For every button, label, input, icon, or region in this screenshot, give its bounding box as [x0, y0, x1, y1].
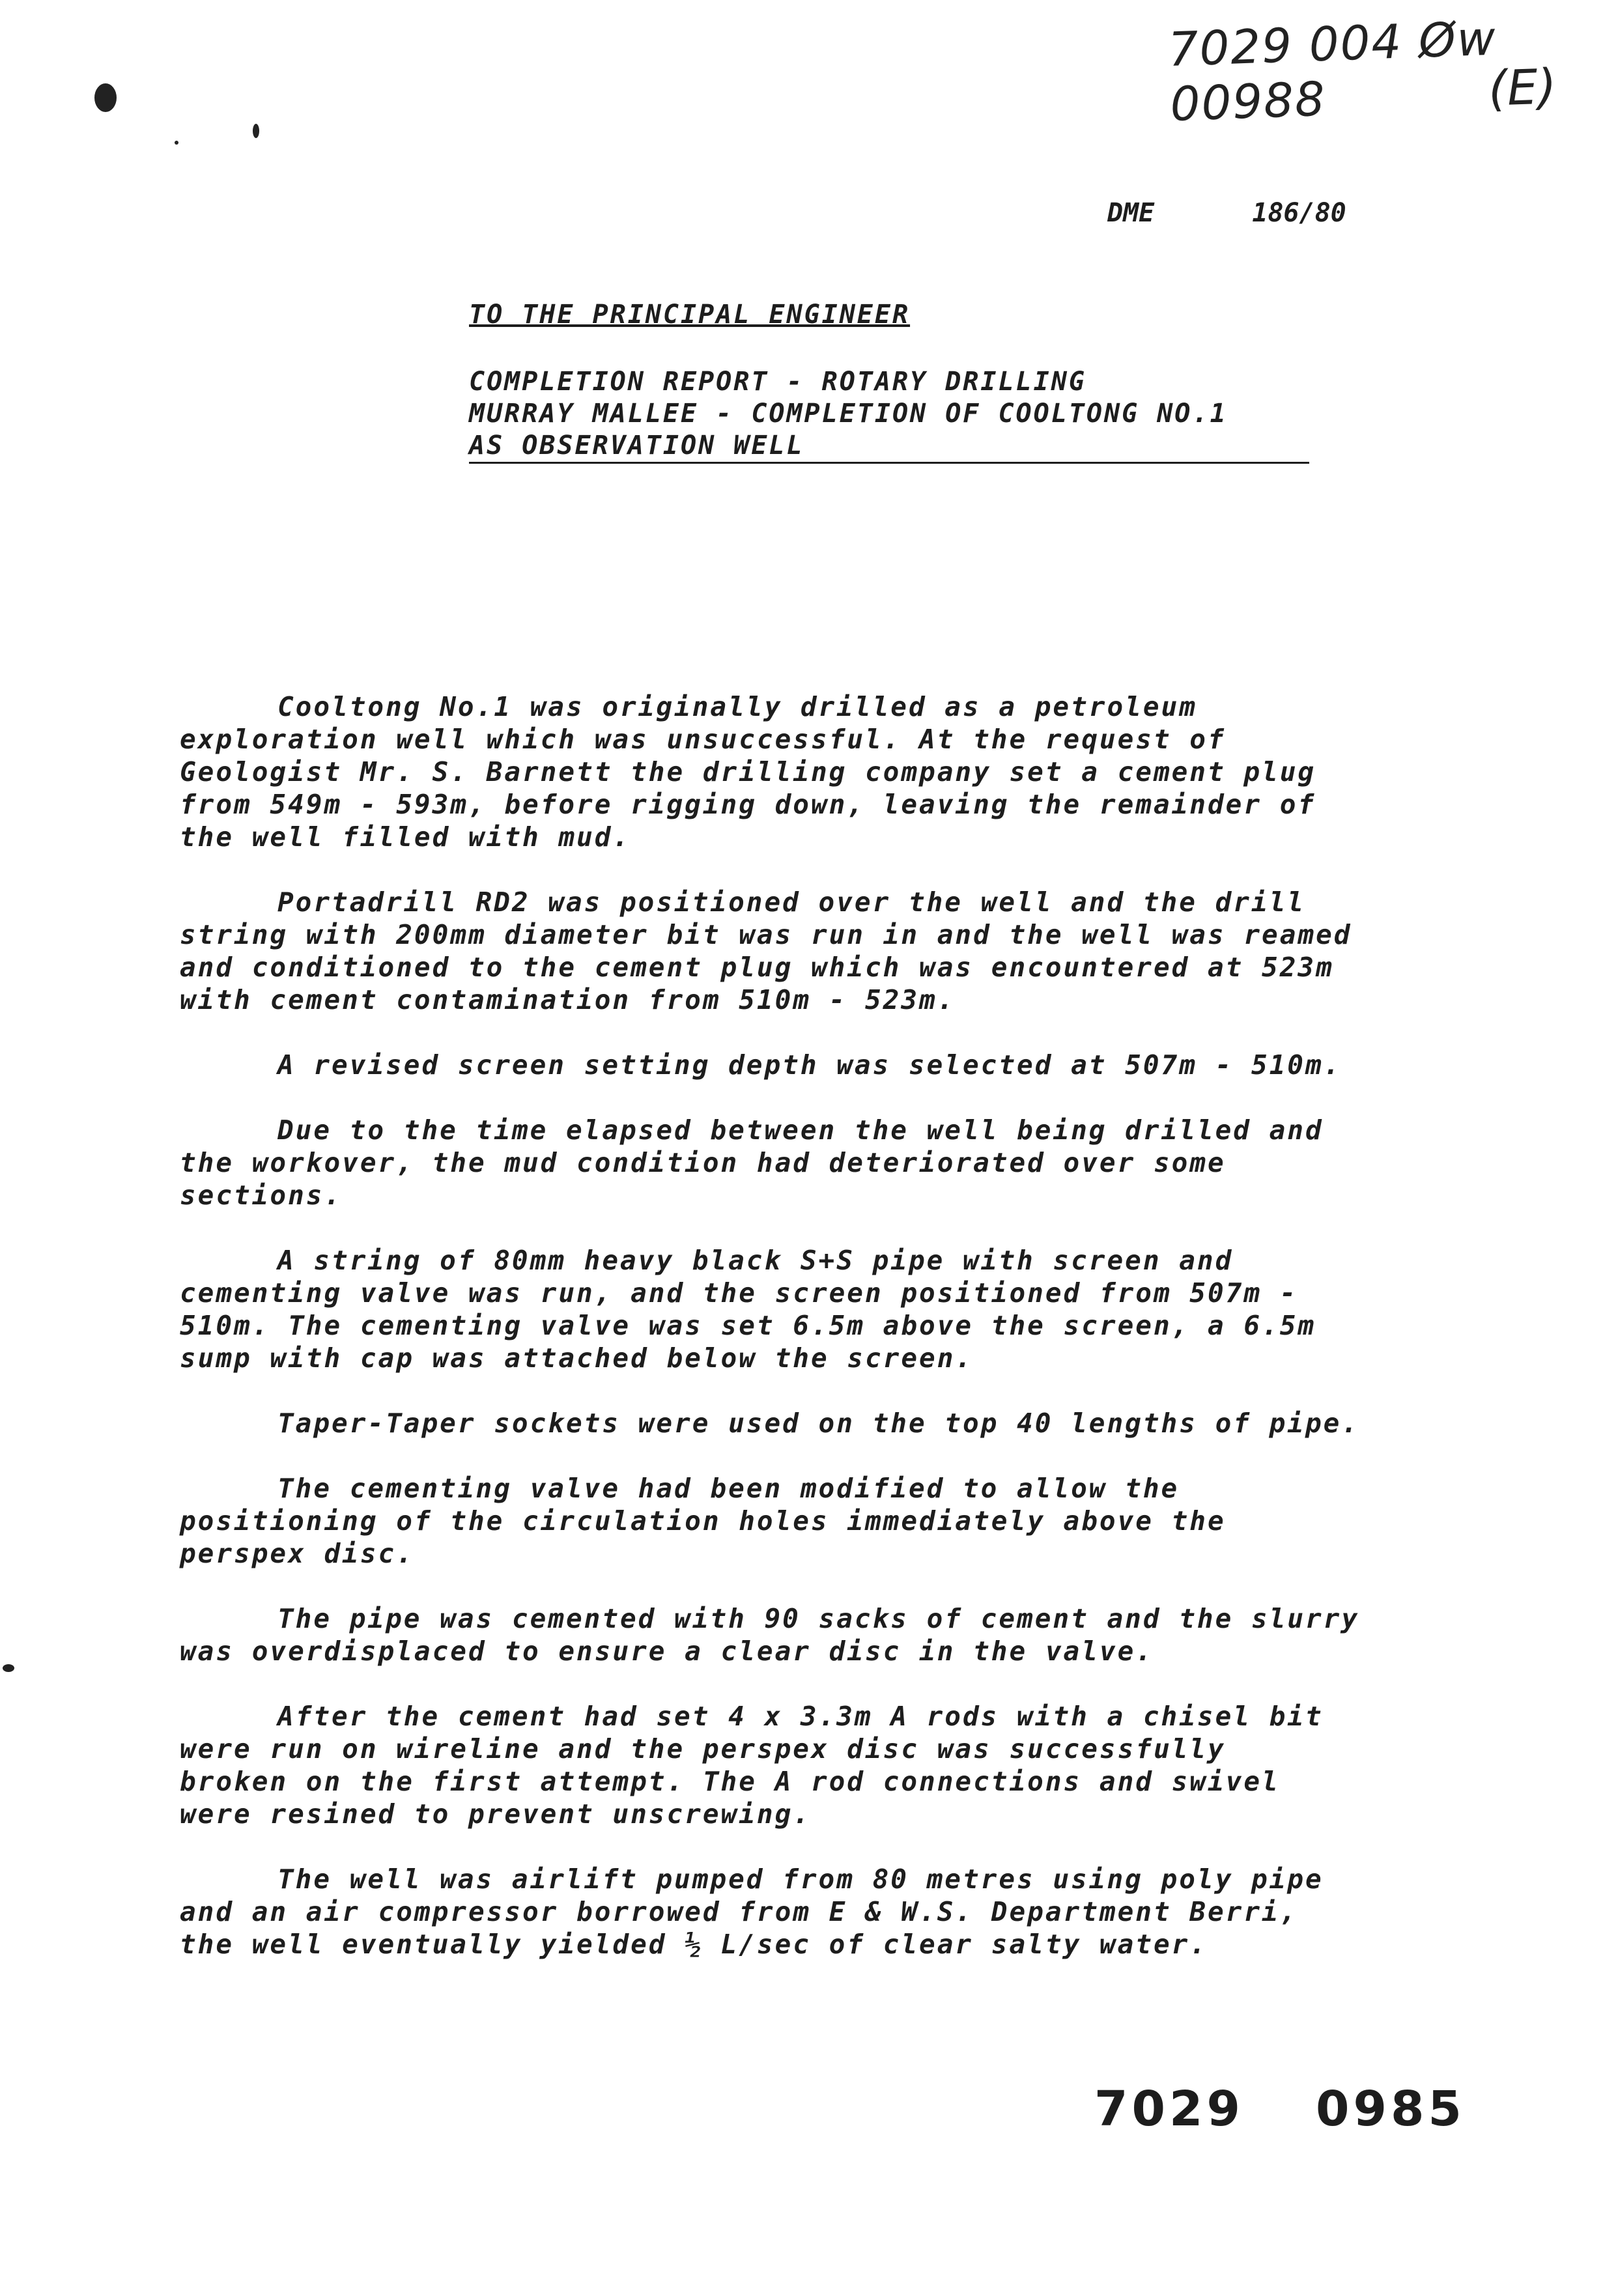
document-number	[1094, 2081, 1466, 2137]
paragraph: A string of 80mm heavy black S+S pipe with screen and cementing valve was run, and the screen positioned from 507m - 510m. The cementing valve was set 6.5m above the screen, a 6.5m sump with cap was attached below the screen.	[180, 1245, 1316, 1374]
handwritten-code: (E)	[1487, 59, 1557, 117]
report-title-line: COMPLETION REPORT - ROTARY DRILLING	[469, 367, 1086, 397]
reference-number: 186/80	[1252, 198, 1346, 228]
document-number-part: 0985	[1315, 2081, 1466, 2137]
report-title-line: AS OBSERVATION WELL	[469, 431, 804, 461]
handwritten-reference: 7029 004 Øw 00988	[1167, 10, 1497, 132]
paragraph: A revised screen setting depth was selected at 507m - 510m.	[277, 1049, 1342, 1081]
addressee: TO THE PRINCIPAL ENGINEER	[469, 300, 911, 330]
paragraph: Portadrill RD2 was positioned over the well and the drill string with 200mm diameter bit was run in and the well was reamed and conditioned to the cement plug which was encountered at 523m with cement contamination from 510m - 523m.	[180, 886, 1352, 1015]
scan-speck	[253, 124, 259, 138]
report-title-line: MURRAY MALLEE - COMPLETION OF COOLTONG NO.1	[469, 399, 1228, 429]
report-body	[180, 690, 1483, 1993]
scan-speck	[3, 1664, 14, 1672]
paragraph: The cementing valve had been modified to allow the positioning of the circulation holes immediately above the perspex disc.	[180, 1473, 1226, 1569]
title-underline	[469, 462, 1309, 464]
paragraph: The well was airlift pumped from 80 metres using poly pipe and an air compressor borrowed from E & W.S. Department Berri, the well eventually yielded ½ L/sec of clear salty water.	[180, 1864, 1324, 1960]
scan-speck	[175, 141, 178, 145]
document-number-part: 7029	[1094, 2081, 1244, 2137]
paragraph: Taper-Taper sockets were used on the top 40 lengths of pipe.	[277, 1408, 1360, 1439]
paragraph: Cooltong No.1 was originally drilled as a petroleum exploration well which was unsuccessful. At the request of Geologist Mr. S. Barnett the drilling company set a cement plug from 549m - 593m, before rigging down, leaving the remainder of the well filled with mud.	[180, 691, 1316, 853]
paragraph: Due to the time elapsed between the well being drilled and the workover, the mud condition had deteriorated over some sections.	[180, 1114, 1324, 1211]
paragraph: After the cement had set 4 x 3.3m A rods with a chisel bit were run on wireline and the perspex disc was successfully broken on the first attempt. The A rod connections and swivel were resined to prevent unscrewing.	[180, 1701, 1324, 1830]
file-reference	[1107, 198, 1346, 228]
scan-speck	[94, 83, 117, 112]
paragraph: The pipe was cemented with 90 sacks of cement and the slurry was overdisplaced to ensure a clear disc in the valve.	[180, 1603, 1360, 1667]
dme-label: DME	[1107, 198, 1155, 228]
